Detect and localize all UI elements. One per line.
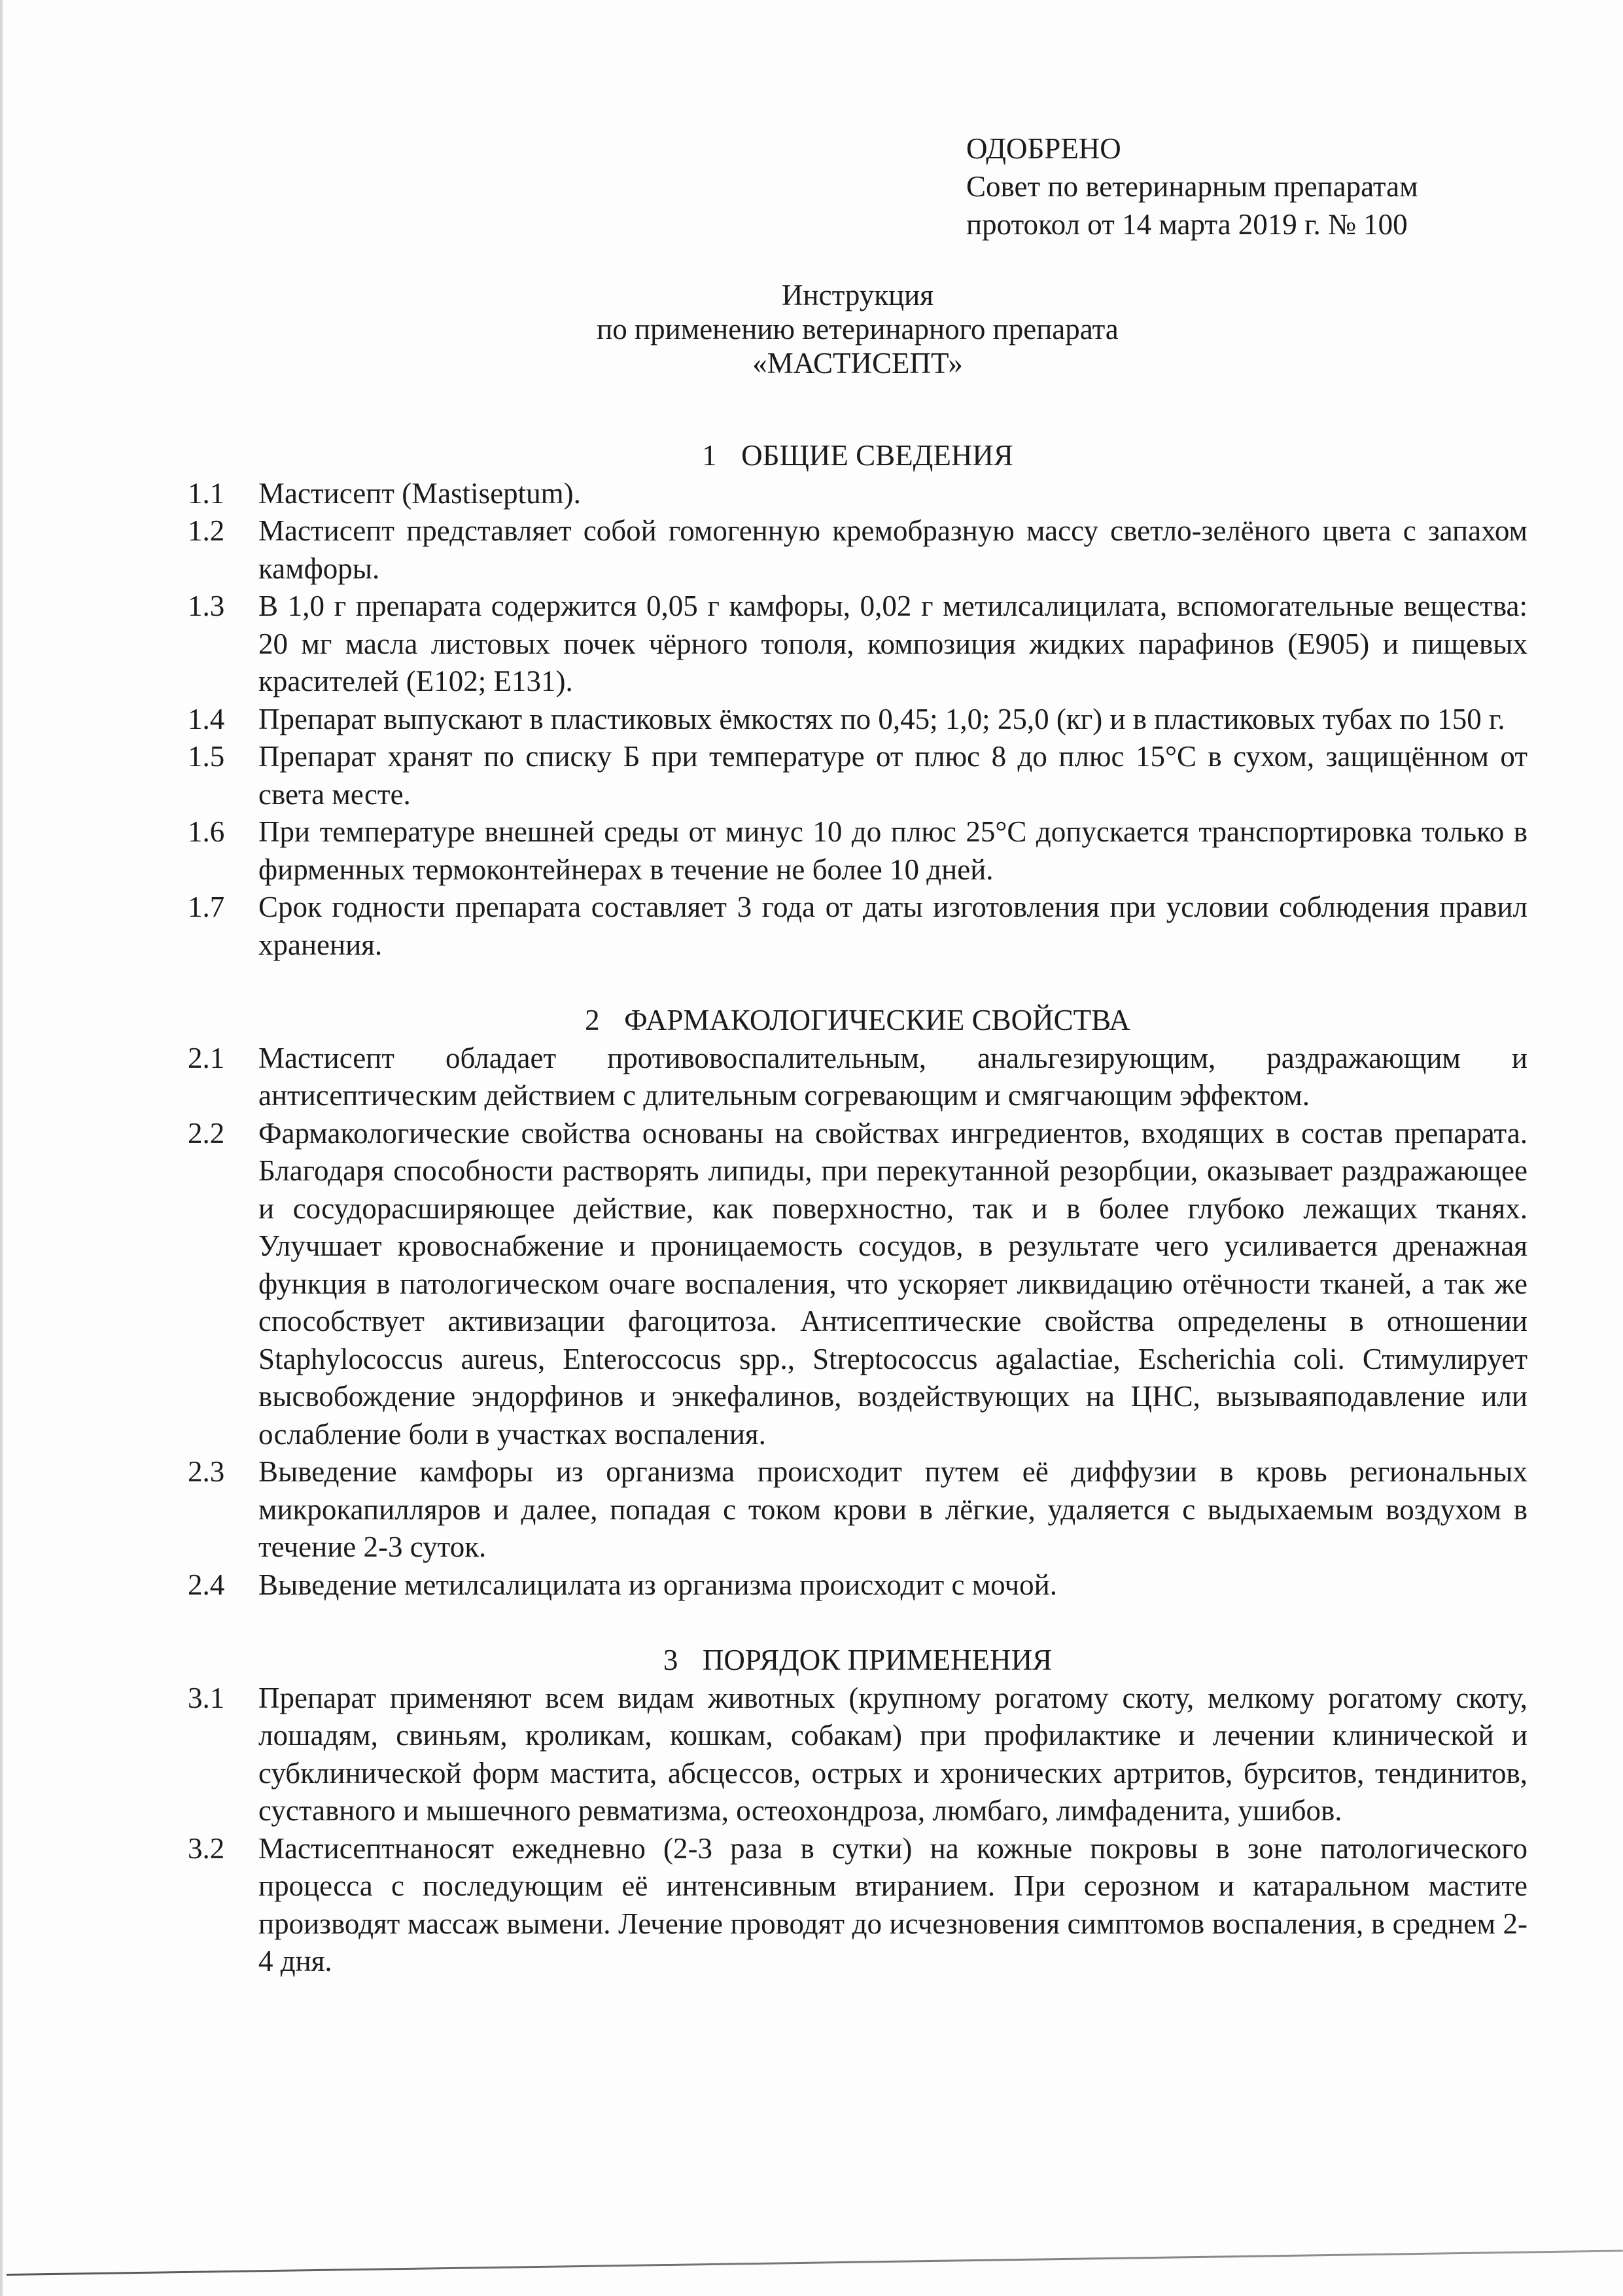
title-line-3: «МАСТИСЕПТ»	[752, 347, 963, 380]
section-title: ПОРЯДОК ПРИМЕНЕНИЯ	[702, 1644, 1053, 1676]
item-number: 2.1	[188, 1041, 225, 1074]
list-item	[188, 813, 1527, 889]
item-text: При температуре внешней среды от минус 10 до плюс 25°С допускается транспортировка только в фирменных термоконтейнерах в течение не более 10 дней.	[258, 815, 1527, 886]
section-number: 3	[663, 1644, 678, 1676]
list-item	[188, 1453, 1527, 1566]
approval-stamp	[966, 130, 1418, 243]
item-number: 3.1	[188, 1681, 225, 1714]
section-heading	[188, 437, 1527, 475]
list-item	[188, 889, 1527, 964]
item-number: 1.2	[188, 514, 225, 547]
list-item	[188, 512, 1527, 588]
list-item	[188, 475, 1527, 513]
item-number: 2.4	[188, 1568, 225, 1601]
item-text: Мастисепт представляет собой гомогенную кремобразную массу светло-зелёного цвета с запахом камфоры.	[258, 514, 1527, 585]
item-number: 1.3	[188, 590, 225, 622]
scan-bottom-edge	[7, 2250, 1623, 2276]
item-number: 1.7	[188, 891, 225, 923]
item-text: Препарат применяют всем видам животных (крупному рогатому скоту, мелкому рогатому скоту, лошадям, свиньям, кроликам, кошкам, собакам) при профилактике и лечении клинической и субклинической форм мастита, абсцессов, острых и хронических артритов, бурситов, тендинитов, суставного и мышечного ревматизма, остеохондроза, люмбаго, лимфаденита, ушибов.	[258, 1681, 1527, 1827]
title-line-2: по применению ветеринарного препарата	[597, 313, 1119, 345]
title-line-1: Инструкция	[782, 279, 934, 311]
section-heading	[188, 1002, 1527, 1040]
item-text: Мастисепт (Mastiseptum).	[258, 476, 581, 510]
list-item	[188, 701, 1527, 739]
item-number: 1.1	[188, 476, 225, 510]
item-number: 1.6	[188, 815, 225, 848]
approval-council: Совет по ветеринарным препаратам	[966, 170, 1418, 203]
section-number: 2	[585, 1004, 600, 1036]
item-number: 3.2	[188, 1831, 225, 1865]
approval-protocol: протокол от 14 марта 2019 г. № 100	[966, 208, 1408, 241]
approval-status: ОДОБРЕНО	[966, 132, 1121, 165]
scan-left-edge	[0, 0, 3, 2296]
section-number: 1	[702, 439, 717, 472]
item-text: Мастисепт обладает противовоспалительным, анальгезирующим, раздражающим и антисептическим действием с длительным согревающим и смягчающим эффектом.	[258, 1041, 1527, 1112]
item-number: 1.4	[188, 702, 225, 735]
document-title	[188, 278, 1527, 380]
item-text: В 1,0 г препарата содержится 0,05 г камфоры, 0,02 г метилсалицилата, вспомогательные вещества: 20 мг масла листовых почек чёрного тополя, композиция жидких парафинов (Е905) и пищевых красителей (Е102; Е131).	[258, 590, 1527, 698]
section-spacer	[188, 964, 1527, 1002]
item-text: Препарат хранят по списку Б при температуре от плюс 8 до плюс 15°С в сухом, защищённом от света месте.	[258, 740, 1527, 811]
item-number: 2.3	[188, 1455, 225, 1488]
list-item	[188, 588, 1527, 701]
item-text: Выведение метилсалицилата из организма происходит с мочой.	[258, 1568, 1057, 1601]
section-heading	[188, 1642, 1527, 1680]
section-spacer	[188, 1604, 1527, 1642]
item-text: Выведение камфоры из организма происходит путем её диффузии в кровь региональных микрокапилляров и далее, попадая с током крови в лёгкие, удаляется с выдыхаемым воздухом в течение 2-3 суток.	[258, 1455, 1527, 1563]
section-title: ФАРМАКОЛОГИЧЕСКИЕ СВОЙСТВА	[624, 1004, 1130, 1036]
list-item	[188, 1830, 1527, 1981]
list-item	[188, 1040, 1527, 1115]
list-item	[188, 738, 1527, 813]
list-item	[188, 1680, 1527, 1830]
item-text: Фармакологические свойства основаны на свойствах ингредиентов, входящих в состав препарата. Благодаря способности растворять липиды, при перекутанной резорбции, оказывает раздражающее и сосудорасширяющее действие, как поверхностно, так и в более глубоко лежащих тканях. Улучшает кровоснабжение и проницаемость сосудов, в результате чего усиливается дренажная функция в патологическом очаге воспаления, что ускоряет ликвидацию отёчности тканей, а так же способствует активизации фагоцитоза. Антисептические свойства определены в отношении Staphylococcus aureus, Enteroccocus spp., Streptococcus agalactiae, Escherichia coli. Стимулирует высвобождение эндорфинов и энкефалинов, воздействующих на ЦНС, вызываяподавление или ослабление боли в участках воспаления.	[258, 1116, 1527, 1451]
document-body	[188, 437, 1527, 1981]
section-title: ОБЩИЕ СВЕДЕНИЯ	[741, 439, 1013, 472]
item-number: 2.2	[188, 1116, 225, 1150]
item-text: Мастисептнаносят ежедневно (2-3 раза в сутки) на кожные покровы в зоне патологического процесса с последующим её интенсивным втиранием. При серозном и катаральном мастите производят массаж вымени. Лечение проводят до исчезновения симптомов воспаления, в среднем 2-4 дня.	[258, 1831, 1527, 1977]
item-number: 1.5	[188, 740, 225, 773]
list-item	[188, 1115, 1527, 1454]
item-text: Препарат выпускают в пластиковых ёмкостях по 0,45; 1,0; 25,0 (кг) и в пластиковых тубах по 150 г.	[258, 702, 1505, 735]
item-text: Срок годности препарата составляет 3 года от даты изготовления при условии соблюдения правил хранения.	[258, 891, 1527, 961]
list-item	[188, 1566, 1527, 1604]
